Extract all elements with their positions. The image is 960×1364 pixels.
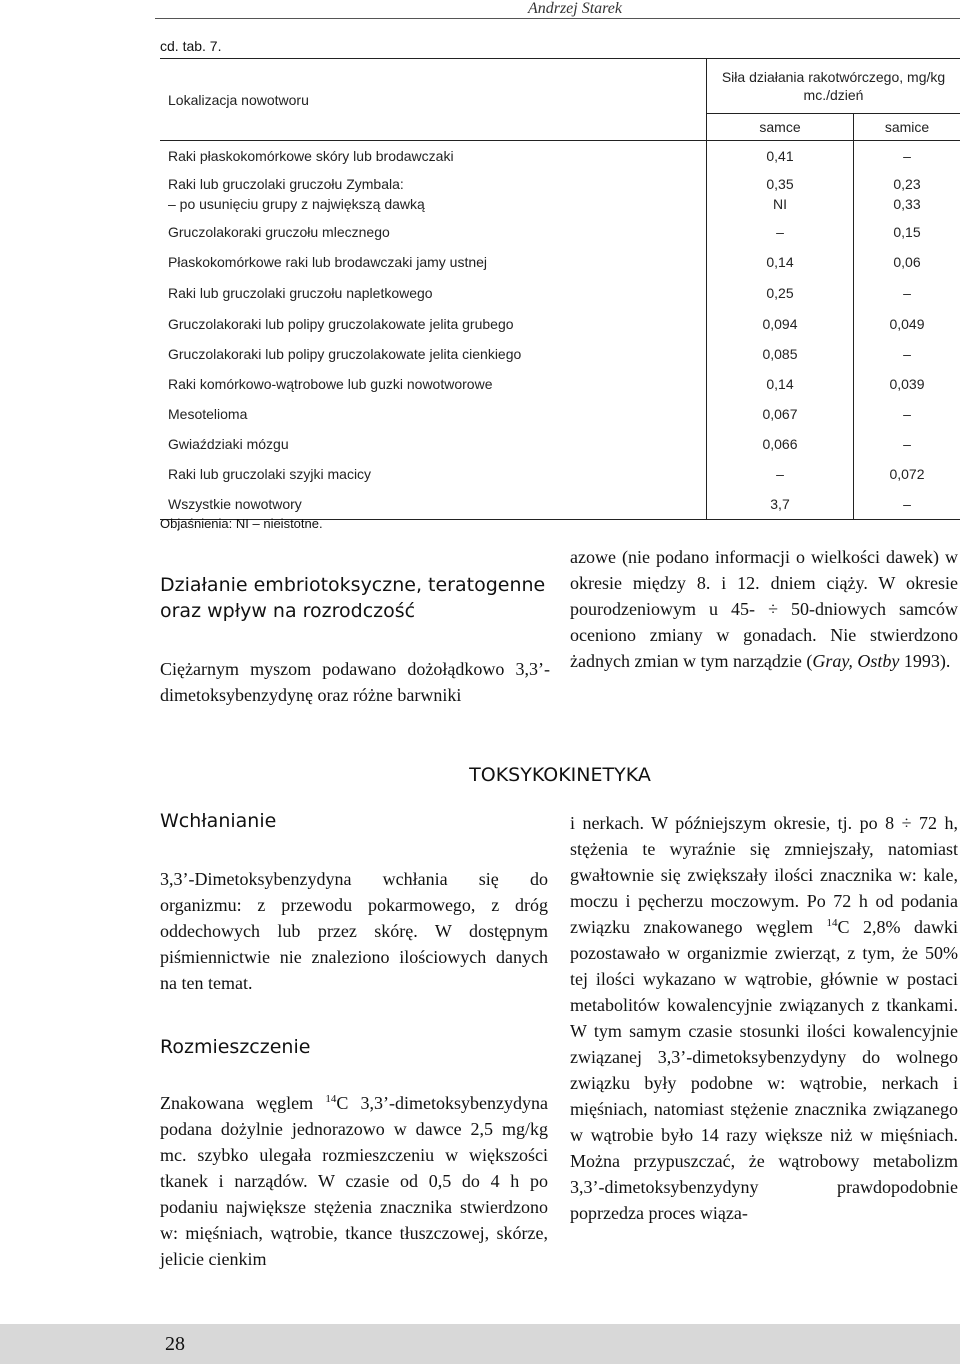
row-location-line: Raki lub gruczolaki szyjki macicy [168, 466, 372, 482]
row-females-value-line: 0,039 [889, 376, 925, 392]
row-location-line: Gruczolakoraki gruczołu mlecznego [168, 224, 390, 240]
footer-band [0, 1324, 960, 1364]
row-males-value [707, 141, 854, 172]
row-females-value [854, 217, 960, 247]
table-note: Objaśnienia: NI – nieistotne. [160, 516, 323, 531]
embryo-heading [160, 572, 560, 624]
table-row [160, 369, 960, 399]
embryo-heading-line1: Działanie embriotoksyczne, teratogenne [160, 574, 546, 596]
row-females-value-line: – [903, 436, 911, 452]
row-location [160, 217, 707, 247]
row-location [160, 399, 707, 429]
row-males-value-line: – [776, 224, 784, 240]
row-location-line: Raki lub gruczolaki gruczołu Zymbala: [168, 176, 404, 192]
header-location-text: Lokalizacja nowotworu [168, 91, 309, 108]
header-females [854, 114, 960, 141]
row-males-value-line: 0,14 [766, 254, 794, 270]
header-potency-text: Siła działania rakotwórczego, mg/kg mc./dzień [721, 69, 946, 103]
row-males-value [707, 171, 854, 217]
row-location [160, 277, 707, 309]
row-males-value [707, 309, 854, 339]
row-females-value-line: 0,23 [893, 176, 921, 192]
row-males-value-line: 0,25 [766, 285, 794, 301]
header-females-text: samice [884, 119, 930, 135]
row-males-value [707, 369, 854, 399]
row-location-line: Gwiaździaki mózgu [168, 436, 289, 452]
right-col-text-a: i nerkach. W późniejszym okresie, tj. po 8 ÷ 72 h, stężenia te wyraźnie się zmniejszały, natomiast gwałtownie się zwiększały ilości znacznika w: kale, moczu i pęcherzu moczowym. Po 72 h od podania związku znakowanego węglem [570, 813, 958, 937]
table-row [160, 309, 960, 339]
distribution-sup: 14 [325, 1093, 337, 1105]
row-females-value-line: 0,33 [893, 196, 921, 212]
row-males-value [707, 339, 854, 369]
row-females-value [854, 277, 960, 309]
embryo-left-text: Ciężarnym myszom podawano dożołądkowo 3,3’-dimetoksybenzydynę oraz różne barwniki [160, 659, 550, 705]
header-location [160, 59, 707, 141]
header-potency [707, 59, 960, 114]
table-row [160, 489, 960, 520]
row-females-value [854, 459, 960, 489]
row-males-value-line: 0,066 [762, 436, 798, 452]
row-location [160, 309, 707, 339]
running-header-author: Andrzej Starek [527, 0, 622, 17]
row-males-value [707, 429, 854, 459]
row-females-value-line: – [903, 346, 911, 362]
row-location-line: – po usunięciu grupy z największą dawką [168, 196, 425, 212]
row-location [160, 141, 707, 172]
row-males-value [707, 277, 854, 309]
row-females-value-line: – [903, 496, 911, 512]
distribution-text [160, 1090, 548, 1272]
embryo-right-main: azowe (nie podano informacji o wielkości dawek) w okresie między 8. i 12. dniem ciąży. W okresie pourodzeniowym u 45- ÷ 50-dniowych samców oceniono zmiany w gonadach. Nie stwierdzono żadnych zmian w tym narządzie ( [570, 547, 958, 671]
header-males [707, 114, 854, 141]
row-location-line: Płaskokomórkowe raki lub brodawczaki jamy ustnej [168, 254, 488, 270]
table-continuation-label: cd. tab. 7. [160, 38, 222, 54]
absorption-text: 3,3’-Dimetoksybenzydyna wchłania się do organizmu: z przewodu pokarmowego, z dróg oddechowych lub przez skórę. W dostępnym piśmiennictwie nie znaleziono ilościowych danych na ten temat. [160, 869, 548, 993]
table-row [160, 217, 960, 247]
row-location-line: Mesotelioma [168, 406, 248, 422]
row-males-value [707, 247, 854, 277]
table-row [160, 171, 960, 217]
row-females-value-line: 0,15 [893, 224, 921, 240]
row-location-line: Wszystkie nowotwory [168, 496, 302, 512]
row-females-value [854, 489, 960, 520]
embryo-right-tail: 1993). [899, 651, 951, 671]
row-location-line: Raki płaskokomórkowe skóry lub brodawczaki [168, 148, 454, 164]
row-females-value [854, 171, 960, 217]
right-col-sup: 14 [826, 917, 838, 929]
embryo-right-text [570, 544, 958, 674]
row-females-value-line: 0,049 [889, 316, 925, 332]
row-males-value-line: 0,094 [762, 316, 798, 332]
row-females-value [854, 309, 960, 339]
table-row [160, 339, 960, 369]
row-females-value [854, 429, 960, 459]
row-females-value-line: – [903, 406, 911, 422]
row-males-value [707, 459, 854, 489]
right-col-text-b: C 2,8% dawki pozostawało w organizmie zwierząt, z tym, że 50% tej ilości wykazano w wątrobie, głównie w postaci metabolitów kowalencyjnie związanych z tkankami. W tym samym czasie stosunki ilości kowalencyjnie związanej 3,3’-dimetoksybenzydyny do wolnego związku były podobne w: wątrobie, nerkach i mięśniach, natomiast stężenie znacznika związanego w wątrobie było 14 razy większe niż w mięśniach. Można przypuszczać, że wątrobowy metabolizm 3,3’-dimetoksybenzydyny prawdopodobnie poprzedza proces wiąza- [570, 917, 958, 1223]
row-location [160, 247, 707, 277]
table-row [160, 277, 960, 309]
row-location [160, 489, 707, 520]
table-row [160, 459, 960, 489]
toxicokinetics-right-column [570, 810, 958, 1226]
row-males-value-line: 0,067 [762, 406, 798, 422]
row-females-value [854, 399, 960, 429]
row-location [160, 339, 707, 369]
embryo-citation: Gray, Ostby [812, 651, 900, 671]
row-location [160, 429, 707, 459]
header-rule [155, 18, 960, 19]
row-location [160, 459, 707, 489]
table-row [160, 247, 960, 277]
row-males-value [707, 489, 854, 520]
row-males-value-line: 0,35 [766, 176, 794, 192]
row-females-value [854, 247, 960, 277]
section-title: TOKSYKOKINETYKA [469, 764, 651, 786]
row-location-line: Gruczolakoraki lub polipy gruczolakowate jelita grubego [168, 316, 514, 332]
row-females-value [854, 141, 960, 172]
row-males-value [707, 217, 854, 247]
row-location [160, 171, 707, 217]
row-males-value-line: 0,41 [766, 148, 794, 164]
row-males-value [707, 399, 854, 429]
row-females-value-line: 0,072 [889, 466, 925, 482]
row-location-line: Raki komórkowo-wątrobowe lub guzki nowotworowe [168, 376, 493, 392]
header-males-text: samce [759, 119, 801, 135]
row-females-value-line: – [903, 148, 911, 164]
table-row [160, 399, 960, 429]
distribution-text-b: C 3,3’-dimetoksybenzydyna podana dożylnie jednorazowo w dawce 2,5 mg/kg mc. szybko ulegała rozmieszczeniu w większości tkanek i narządów. W czasie od 0,5 do 4 h po podaniu największe stężenia znacznika stwierdzono w: mięśniach, wątrobie, tkance tłuszczowej, skórze, jelicie cienkim [160, 1093, 548, 1269]
row-males-value-line: 0,14 [766, 376, 794, 392]
row-males-value-line: 0,085 [762, 346, 798, 362]
distribution-heading: Rozmieszczenie [160, 1036, 311, 1058]
row-males-value-line: 3,7 [770, 496, 790, 512]
table-row [160, 141, 960, 172]
row-females-value [854, 369, 960, 399]
row-males-value-line: NI [773, 196, 787, 212]
row-location [160, 369, 707, 399]
distribution-text-a: Znakowana węglem [160, 1093, 326, 1113]
table-row [160, 429, 960, 459]
row-males-value-line: – [776, 466, 784, 482]
absorption-heading: Wchłanianie [160, 810, 277, 832]
tumor-potency-table [160, 58, 960, 520]
row-location-line: Gruczolakoraki lub polipy gruczolakowate jelita cienkiego [168, 346, 522, 362]
row-location-line: Raki lub gruczolaki gruczołu napletkowego [168, 285, 433, 301]
row-females-value-line: – [903, 285, 911, 301]
embryo-heading-line2: oraz wpływ na rozrodczość [160, 600, 416, 622]
page-number: 28 [165, 1333, 185, 1355]
row-females-value [854, 339, 960, 369]
row-females-value-line: 0,06 [893, 254, 921, 270]
